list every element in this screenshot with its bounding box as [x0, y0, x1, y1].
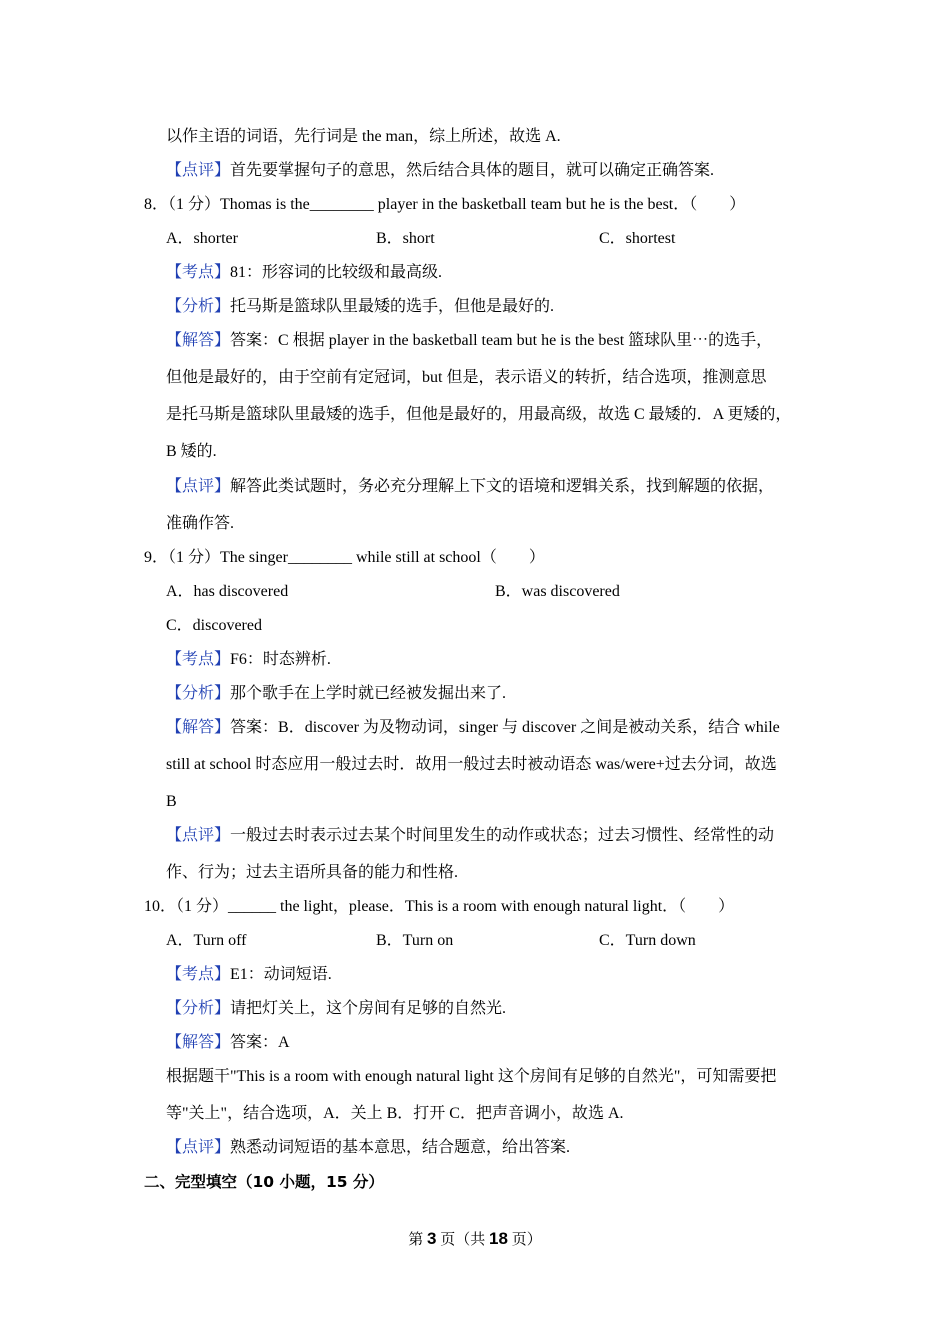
q9-option-c: C．discovered	[166, 617, 262, 634]
q8-stem: 8．（1 分）Thomas is the________ player in the basketball team but he is the best．（ ）	[144, 196, 746, 213]
q10-kaodian	[166, 965, 332, 985]
q8-jieda	[166, 331, 772, 351]
q8-option-a: A．shorter	[166, 230, 238, 247]
q8-option-b: B．short	[376, 230, 435, 247]
q9-option-a: A．has discovered	[166, 583, 289, 600]
q8-jieda-line: 但他是最好的，由于空前有定冠词，but 但是，表示语义的转折，结合选项，推测意思	[166, 369, 767, 386]
q10-dianping	[166, 1138, 570, 1158]
q8-option-c: C．shortest	[599, 230, 676, 247]
q10-stem: 10．（1 分）______ the light，please．This is a room with enough natural light．（ ）	[144, 898, 735, 915]
q9-stem: 9．（1 分）The singer________ while still at school（ ）	[144, 549, 545, 566]
page-footer	[0, 1228, 950, 1251]
jieda-tag: 【解答】	[166, 1034, 231, 1051]
fenxi-tag: 【分析】	[166, 298, 231, 315]
section-title: 二、完型填空（10 小题，15 分）	[144, 1173, 384, 1191]
q9-jieda-line: still at school 时态应用一般过去时．故用一般过去时被动语态 was/were+过去分词，故选	[166, 756, 777, 773]
kaodian-tag: 【考点】	[166, 966, 231, 983]
footer-prefix: 第	[408, 1232, 428, 1248]
footer-middle: 页（共	[436, 1232, 490, 1248]
kaodian-tag: 【考点】	[166, 651, 231, 668]
kaodian-text: E1：动词短语.	[230, 966, 332, 983]
q9-kaodian	[166, 650, 331, 670]
q9-option-b: B．was discovered	[495, 583, 620, 600]
jieda-text: 答案：B．discover 为及物动词，singer 与 discover 之间是被动关系，结合 while	[230, 719, 780, 736]
comment-tag: 【点评】	[166, 162, 231, 179]
comment-text: 首先要掌握句子的意思，然后结合具体的题目，就可以确定正确答案.	[230, 162, 715, 179]
page-total: 18	[489, 1229, 508, 1248]
fenxi-text: 那个歌手在上学时就已经被发掘出来了.	[230, 685, 507, 702]
kaodian-text: F6：时态辨析.	[230, 651, 331, 668]
q8-dianping-line: 准确作答.	[166, 515, 235, 532]
kaodian-text: 81：形容词的比较级和最高级.	[230, 264, 443, 281]
q10-jieda	[166, 1033, 290, 1053]
q10-option-a: A．Turn off	[166, 932, 247, 949]
jieda-tag: 【解答】	[166, 719, 231, 736]
q10-option-b: B．Turn on	[376, 932, 454, 949]
q9-fenxi	[166, 684, 506, 704]
q9-jieda-line: B	[166, 793, 177, 810]
q10-extra-line: 根据题干"This is a room with enough natural light 这个房间有足够的自然光"，可知需要把	[166, 1068, 777, 1085]
dianping-tag: 【点评】	[166, 827, 231, 844]
q8-jieda-line: 是托马斯是篮球队里最矮的选手，但他是最好的，用最高级，故选 C 最矮的．A 更矮的，	[166, 406, 792, 423]
page-number: 3	[427, 1229, 437, 1248]
dianping-tag: 【点评】	[166, 1139, 231, 1156]
q8-jieda-line: B 矮的.	[166, 443, 217, 460]
dianping-text: 一般过去时表示过去某个时间里发生的动作或状态；过去习惯性、经常性的动	[230, 827, 775, 844]
dianping-text: 解答此类试题时，务必充分理解上下文的语境和逻辑关系，找到解题的依据，	[230, 478, 775, 495]
q9-jieda	[166, 718, 780, 738]
jieda-text: 答案：C 根据 player in the basketball team but he is the best 篮球队里⋯的选手，	[230, 332, 773, 349]
q8-kaodian	[166, 263, 442, 283]
dianping-tag: 【点评】	[166, 478, 231, 495]
intro-line: 以作主语的词语，先行词是 the man，综上所述，故选 A.	[166, 128, 561, 145]
jieda-text: 答案：A	[230, 1034, 290, 1051]
dianping-text: 熟悉动词短语的基本意思，结合题意，给出答案.	[230, 1139, 571, 1156]
q8-dianping	[166, 477, 774, 497]
q10-extra-line: 等"关上"，结合选项，A．关上 B．打开 C．把声音调小，故选 A.	[166, 1105, 624, 1122]
q9-dianping-line: 作、行为；过去主语所具备的能力和性格.	[166, 864, 459, 881]
footer-suffix: 页）	[507, 1232, 542, 1248]
q10-fenxi	[166, 999, 506, 1019]
fenxi-text: 请把灯关上，这个房间有足够的自然光.	[230, 1000, 507, 1017]
fenxi-tag: 【分析】	[166, 685, 231, 702]
q10-option-c: C．Turn down	[599, 932, 696, 949]
jieda-tag: 【解答】	[166, 332, 231, 349]
intro-comment	[166, 161, 714, 181]
q8-fenxi	[166, 297, 554, 317]
fenxi-text: 托马斯是篮球队里最矮的选手，但他是最好的.	[230, 298, 555, 315]
fenxi-tag: 【分析】	[166, 1000, 231, 1017]
q9-dianping	[166, 826, 774, 846]
kaodian-tag: 【考点】	[166, 264, 231, 281]
